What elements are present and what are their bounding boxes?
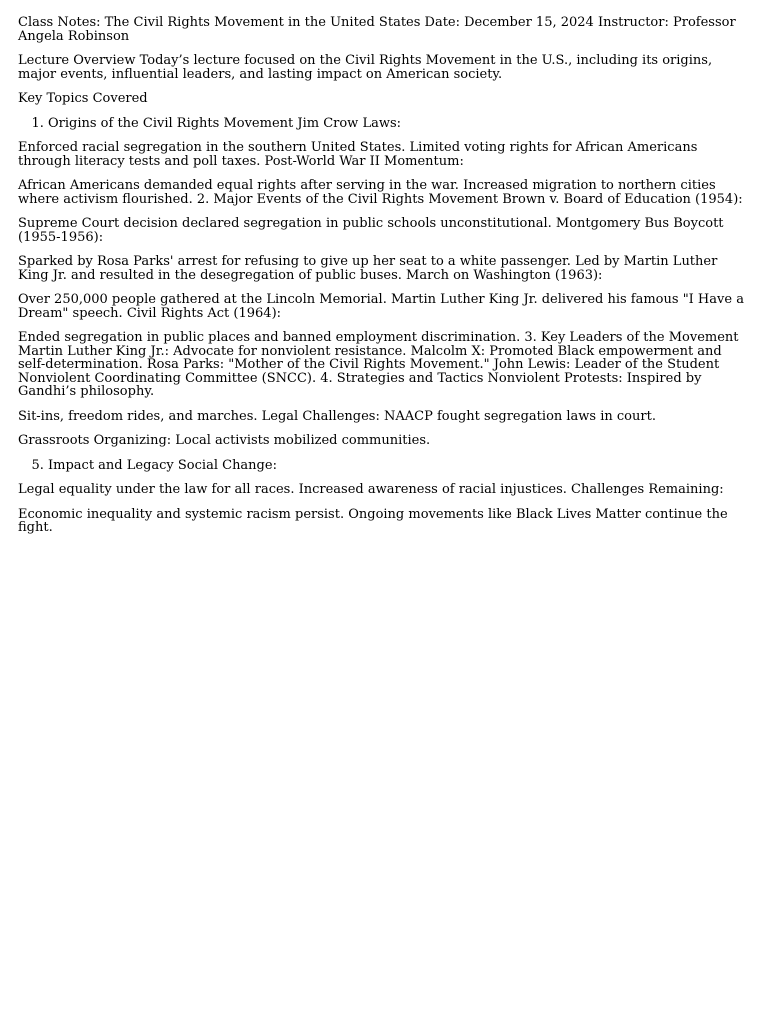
key-topics-heading: Key Topics Covered: [18, 91, 148, 106]
bus-boycott-paragraph: Sparked by Rosa Parks' arrest for refusing to give up her seat to a white passenger. Led by Martin Luther King Jr. and resulted in the desegregation of public buses. March on Washington (1963):: [18, 254, 718, 283]
jim-crow-paragraph: Enforced racial segregation in the southern United States. Limited voting rights for African Americans through literacy tests and poll taxes. Post-World War II Momentum:: [18, 140, 698, 169]
brown-v-board-paragraph: Supreme Court decision declared segregation in public schools unconstitutional. Montgomery Bus Boycott (1955-1956):: [18, 216, 724, 245]
post-war-paragraph: African Americans demanded equal rights after serving in the war. Increased migration to northern cities where activism flourished. 2. Major Events of the Civil Rights Movement Brown v. Board of Education (1954):: [18, 178, 743, 207]
topic-list-impact: [18, 459, 750, 473]
march-on-washington-paragraph: Over 250,000 people gathered at the Lincoln Memorial. Martin Luther King Jr. delivered his famous "I Have a Dream" speech. Civil Rights Act (1964):: [18, 292, 744, 321]
challenges-paragraph: Economic inequality and systemic racism persist. Ongoing movements like Black Lives Matter continue the fight.: [18, 506, 728, 535]
list-item: 5. Impact and Legacy Social Change:: [48, 459, 750, 473]
grassroots-paragraph: Grassroots Organizing: Local activists mobilized communities.: [18, 433, 431, 448]
topic-list-origins: [18, 117, 750, 131]
list-item: 1. Origins of the Civil Rights Movement Jim Crow Laws:: [48, 117, 750, 131]
civil-rights-act-paragraph: Ended segregation in public places and banned employment discrimination. 3. Key Leaders of the Movement Martin Luther King Jr.: Advocate for nonviolent resistance. Malcolm X: Promoted Black empowerment and self-determination. Rosa Parks: "Mother of the Civil Rights Movement." John Lewis: Leader of the Student Nonviolent Coordinating Committee (SNCC). 4. Strategies and Tactics Nonviolent Protests: Inspired by Gandhi’s philosophy.: [18, 330, 739, 399]
header-paragraph: Class Notes: The Civil Rights Movement in the United States Date: December 15, 2024 Instructor: Professor Angela Robinson: [18, 15, 736, 44]
tactics-paragraph: Sit-ins, freedom rides, and marches. Legal Challenges: NAACP fought segregation laws in court.: [18, 408, 656, 424]
lecture-overview-paragraph: Lecture Overview Today’s lecture focused on the Civil Rights Movement in the U.S., including its origins, major events, influential leaders, and lasting impact on American society.: [18, 53, 713, 82]
social-change-paragraph: Legal equality under the law for all races. Increased awareness of racial injustices. Challenges Remaining:: [18, 482, 724, 497]
